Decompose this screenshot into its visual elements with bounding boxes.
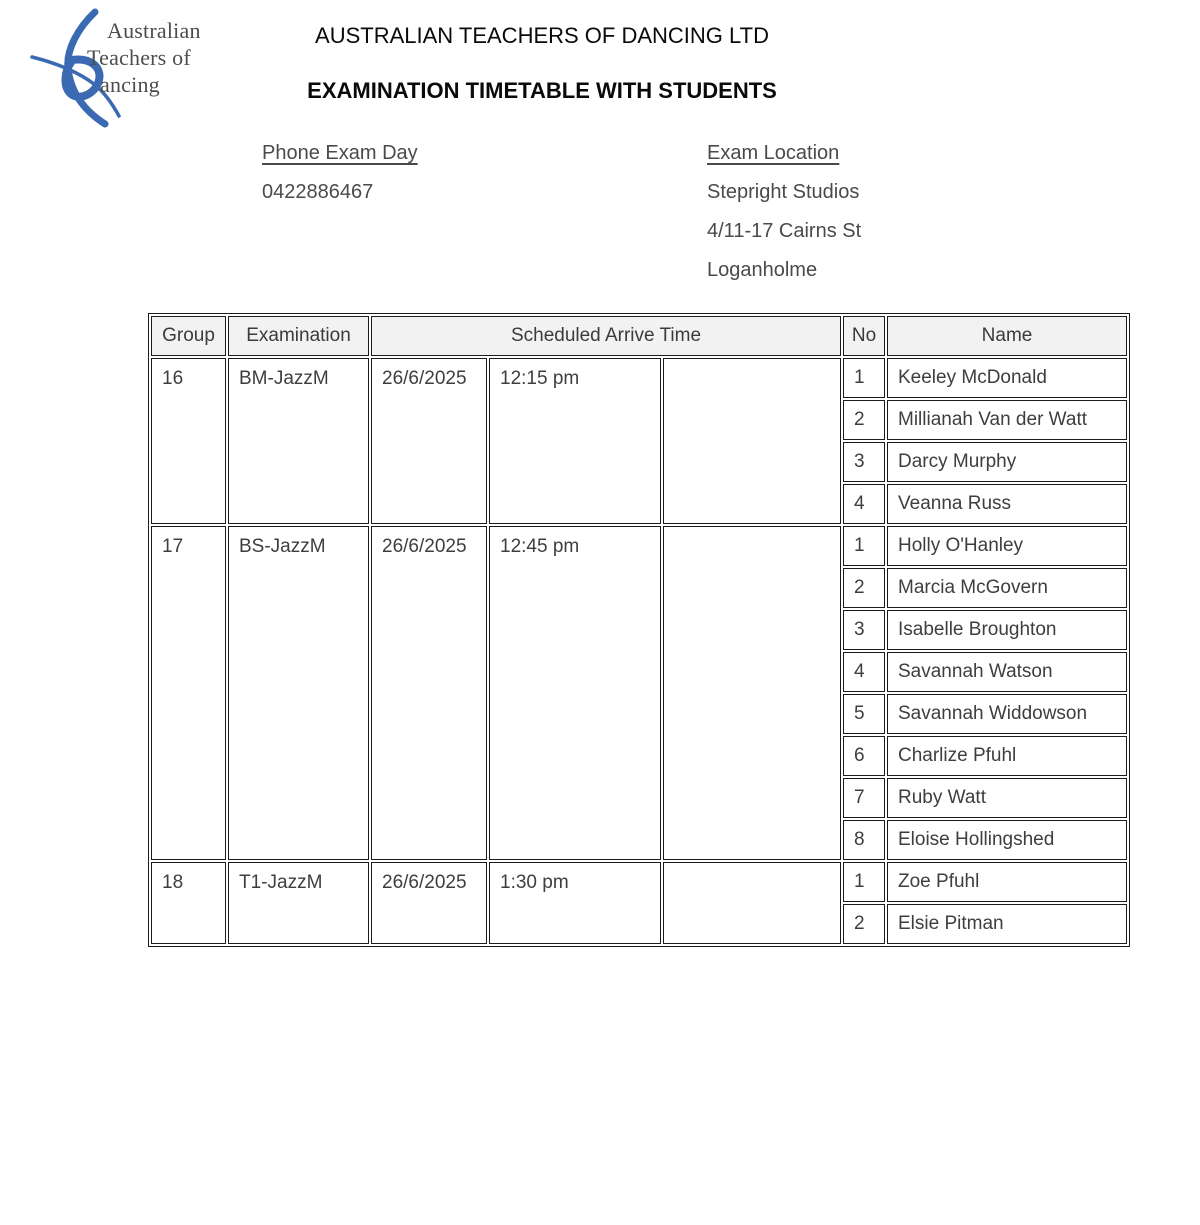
location-line: Stepright Studios (707, 181, 860, 203)
arrive-extra-cell (663, 862, 841, 944)
phone-label: Phone Exam Day (262, 142, 418, 164)
student-name-cell: Isabelle Broughton (887, 610, 1127, 650)
group-cell: 17 (151, 526, 226, 860)
logo-text-line: ancing (100, 72, 160, 97)
student-no-cell: 2 (843, 400, 885, 440)
document-title: AUSTRALIAN TEACHERS OF DANCING LTD (315, 23, 769, 48)
time-cell: 12:15 pm (489, 358, 661, 524)
student-name-cell: Eloise Hollingshed (887, 820, 1127, 860)
col-header-name: Name (887, 316, 1127, 356)
table-row (151, 862, 1127, 902)
student-name-cell: Charlize Pfuhl (887, 736, 1127, 776)
student-no-cell: 4 (843, 652, 885, 692)
col-header-scheduled-arrive-time: Scheduled Arrive Time (371, 316, 841, 356)
student-name-cell: Zoe Pfuhl (887, 862, 1127, 902)
table-row (151, 358, 1127, 398)
student-name-cell: Veanna Russ (887, 484, 1127, 524)
student-name-cell: Ruby Watt (887, 778, 1127, 818)
date-cell: 26/6/2025 (371, 526, 487, 860)
student-name-cell: Savannah Widdowson (887, 694, 1127, 734)
student-no-cell: 7 (843, 778, 885, 818)
arrive-extra-cell (663, 358, 841, 524)
student-no-cell: 5 (843, 694, 885, 734)
examination-cell: T1-JazzM (228, 862, 369, 944)
logo-text-line: Australian (107, 18, 201, 43)
student-no-cell: 4 (843, 484, 885, 524)
group-cell: 18 (151, 862, 226, 944)
table-row (151, 526, 1127, 566)
student-no-cell: 8 (843, 820, 885, 860)
location-label: Exam Location (707, 142, 840, 164)
timetable-body (151, 358, 1127, 944)
phone-block (262, 134, 418, 212)
student-no-cell: 3 (843, 610, 885, 650)
student-no-cell: 1 (843, 358, 885, 398)
student-no-cell: 3 (843, 442, 885, 482)
examination-cell: BM-JazzM (228, 358, 369, 524)
student-name-cell: Savannah Watson (887, 652, 1127, 692)
student-no-cell: 2 (843, 904, 885, 944)
phone-number: 0422886467 (262, 181, 374, 203)
student-no-cell: 1 (843, 862, 885, 902)
location-line: 4/11-17 Cairns St (707, 220, 862, 242)
student-name-cell: Marcia McGovern (887, 568, 1127, 608)
col-header-group: Group (151, 316, 226, 356)
timetable (148, 313, 1130, 947)
document-subtitle: EXAMINATION TIMETABLE WITH STUDENTS (307, 78, 777, 103)
location-block (707, 134, 861, 290)
location-line: Loganholme (707, 259, 818, 281)
student-name-cell: Elsie Pitman (887, 904, 1127, 944)
student-no-cell: 6 (843, 736, 885, 776)
student-no-cell: 2 (843, 568, 885, 608)
date-cell: 26/6/2025 (371, 358, 487, 524)
time-cell: 1:30 pm (489, 862, 661, 944)
student-name-cell: Keeley McDonald (887, 358, 1127, 398)
logo-text-line: Teachers of (87, 45, 191, 70)
col-header-no: No (843, 316, 885, 356)
time-cell: 12:45 pm (489, 526, 661, 860)
student-name-cell: Darcy Murphy (887, 442, 1127, 482)
col-header-examination: Examination (228, 316, 369, 356)
student-name-cell: Millianah Van der Watt (887, 400, 1127, 440)
arrive-extra-cell (663, 526, 841, 860)
date-cell: 26/6/2025 (371, 862, 487, 944)
examination-cell: BS-JazzM (228, 526, 369, 860)
student-no-cell: 1 (843, 526, 885, 566)
student-name-cell: Holly O'Hanley (887, 526, 1127, 566)
group-cell: 16 (151, 358, 226, 524)
table-header-row (151, 316, 1127, 356)
